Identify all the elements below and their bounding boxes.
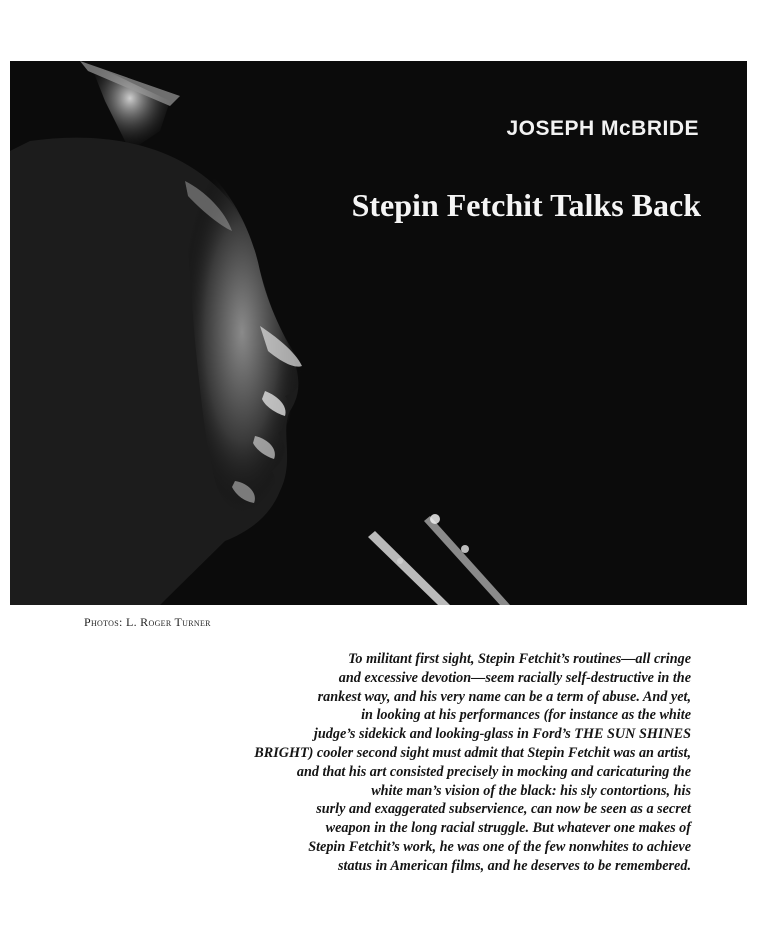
abstract-line: surly and exaggerated subservience, can now be seen as a secret xyxy=(316,801,691,818)
abstract-line: Stepin Fetchit’s work, he was one of the few nonwhites to achieve xyxy=(308,838,691,855)
abstract-line: judge’s sidekick and looking-glass in Ford’s THE SUN SHINES xyxy=(313,726,691,743)
abstract-line: rankest way, and his very name can be a term of abuse. And yet, xyxy=(317,688,691,705)
article-abstract xyxy=(140,650,691,876)
abstract-line: To militant first sight, Stepin Fetchit’s routines—all cringe xyxy=(348,651,691,667)
abstract-line: in looking at his performances (for instance as the white xyxy=(361,707,691,724)
article-title: Stepin Fetchit Talks Back xyxy=(351,187,701,223)
author-name: JOSEPH McBRIDE xyxy=(506,117,699,140)
photo-credit-name: L. Roger Turner xyxy=(125,615,211,629)
abstract-line: weapon in the long racial struggle. But whatever one makes of xyxy=(325,820,691,837)
portrait-silhouette xyxy=(10,61,747,605)
abstract-line: white man’s vision of the black: his sly contortions, his xyxy=(371,782,691,799)
abstract-line: and that his art consisted precisely in mocking and caricaturing the xyxy=(296,763,691,780)
photo-credit xyxy=(84,615,211,630)
abstract-line: status in American films, and he deserves to be remembered. xyxy=(338,857,691,874)
abstract-line: BRIGHT) cooler second sight must admit that Stepin Fetchit was an artist, xyxy=(254,744,691,761)
portrait-photo xyxy=(10,61,747,605)
photo-credit-label: Photos: xyxy=(84,615,123,629)
abstract-line: and excessive devotion—seem racially self-destructive in the xyxy=(338,669,691,686)
